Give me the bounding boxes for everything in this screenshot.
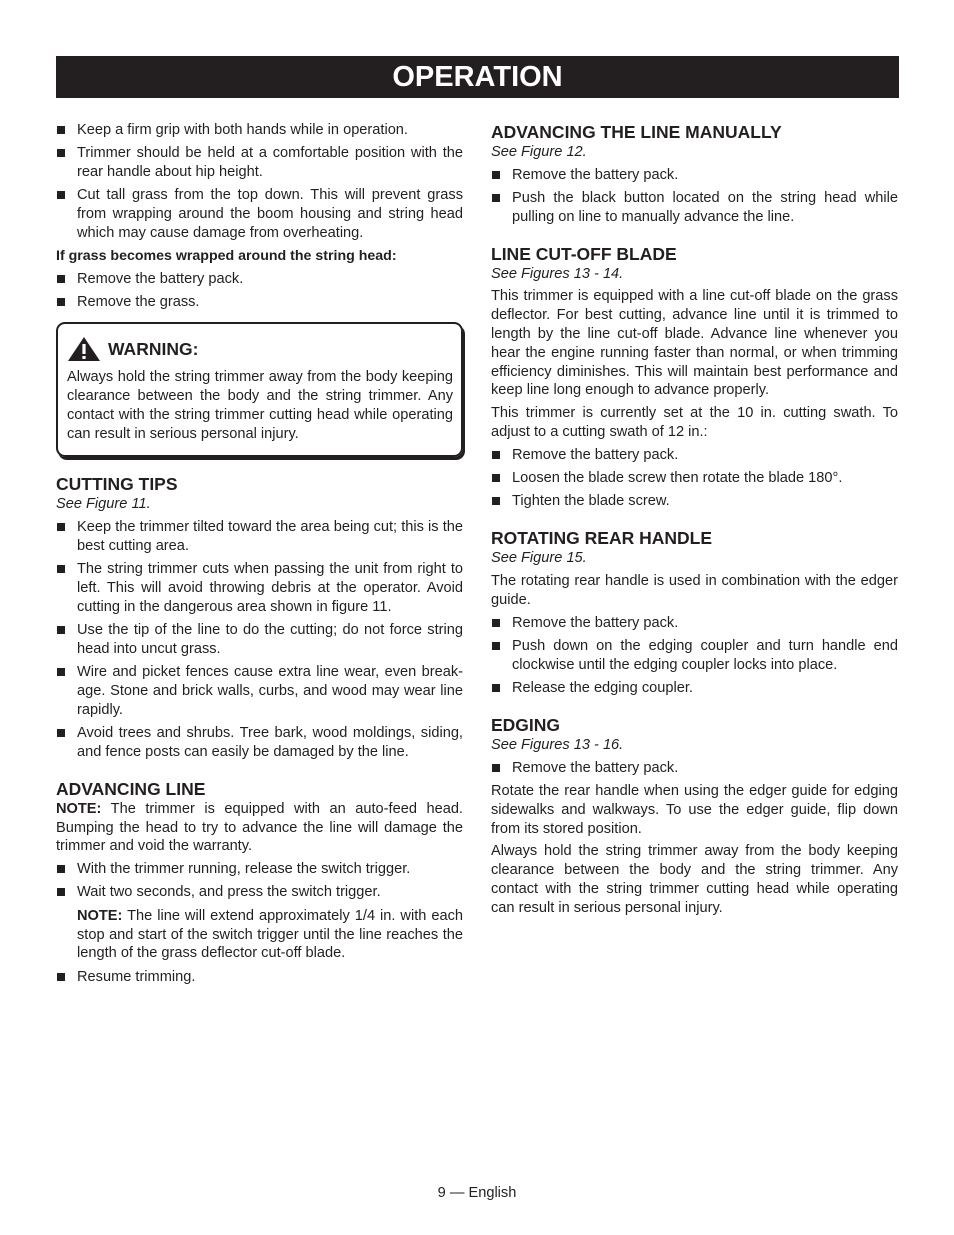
cutoff-blade-figure-ref: See Figures 13 - 14. (491, 265, 624, 282)
rotating-handle-bullet-list (491, 614, 898, 698)
page-footer: 9 — English (437, 1185, 517, 1201)
list-item: Push the black button located on the string head while pulling on line to manually advance the line. (491, 189, 898, 227)
list-item: The string trimmer cuts when passing the unit from right to left. This will avoid throwing debris at the operator. Avoid cutting in the dangerous area shown in figure 11. (56, 560, 463, 616)
warning-triangle-icon (67, 336, 101, 362)
list-item: Use the tip of the line to do the cutting; do not force string head into uncut grass. (56, 621, 463, 659)
warning-box (56, 322, 463, 457)
list-item: Wire and picket fences cause extra line wear, even break-age. Stone and brick walls, curbs, and wood may wear line rapidly. (56, 663, 463, 719)
list-item: Keep the trimmer tilted toward the area being cut; this is the best cutting area. (56, 518, 463, 556)
list-item: Keep a firm grip with both hands while in operation. (56, 121, 463, 140)
manual-advance-figure-ref: See Figure 12. (491, 144, 587, 160)
bullet-square-icon (492, 764, 500, 772)
list-item: Remove the battery pack. (491, 614, 898, 633)
bullet-square-icon (492, 497, 500, 505)
rotating-handle-figure-ref: See Figure 15. (491, 550, 587, 567)
bullet-square-icon (57, 523, 65, 531)
intro-bullet-list (56, 121, 463, 243)
list-item: Wait two seconds, and press the switch trigger. (56, 883, 463, 902)
cutting-tips-bullet-list (56, 518, 463, 762)
advancing-line-bullet-list-2 (56, 968, 463, 987)
bullet-square-icon (492, 194, 500, 202)
bullet-square-icon (57, 865, 65, 873)
grass-wrapped-heading: If grass becomes wrapped around the string head: (56, 248, 397, 265)
edging-paragraph-1: Rotate the rear handle when using the edger guide for edging sidewalks and walkways. To use the edger guide, flip down from its stored position. (491, 782, 898, 837)
cutoff-blade-heading: LINE CUT-OFF BLADE (491, 243, 677, 264)
advancing-line-note: NOTE: The trimmer is equipped with an auto-feed head. Bumping the head to try to advance the line will damage the trimmer and void the warranty. (56, 800, 463, 855)
list-item: Trimmer should be held at a comfortable position with the rear handle about hip height. (56, 144, 463, 182)
edging-figure-ref: See Figures 13 - 16. (491, 736, 624, 753)
list-item: Tighten the blade screw. (491, 492, 898, 511)
list-item: Remove the battery pack. (491, 759, 898, 778)
manual-advance-heading: ADVANCING THE LINE MANUALLY (491, 122, 782, 142)
bullet-square-icon (57, 126, 65, 134)
bullet-square-icon (492, 684, 500, 692)
edging-heading: EDGING (491, 714, 561, 735)
advancing-line-heading: ADVANCING LINE (56, 778, 206, 799)
left-column (56, 121, 463, 991)
manual-advance-bullet-list (491, 166, 898, 227)
list-item: With the trimmer running, release the switch trigger. (56, 860, 463, 879)
cutting-tips-figure-ref: See Figure 11. (56, 496, 151, 513)
bullet-square-icon (57, 729, 65, 737)
cutoff-blade-paragraph-2: This trimmer is currently set at the 10 in. cutting swath. To adjust to a cutting swath of 12 in.: (491, 405, 898, 441)
bullet-square-icon (57, 191, 65, 199)
bullet-square-icon (492, 171, 500, 179)
bullet-square-icon (492, 619, 500, 627)
bullet-square-icon (57, 973, 65, 981)
list-item: Remove the grass. (56, 293, 463, 312)
grass-wrapped-bullet-list (56, 270, 463, 312)
rotating-handle-heading: ROTATING REAR HANDLE (491, 528, 713, 549)
section-header (56, 56, 899, 98)
warning-text: Always hold the string trimmer away from the body keeping clearance between the body and the string trimmer. Any contact with the string trimmer cutting head while operating can result in serious personal injury. (67, 369, 453, 442)
list-item: Remove the battery pack. (491, 446, 898, 465)
edging-bullet-list (491, 759, 898, 778)
cutting-tips-heading: CUTTING TIPS (56, 474, 178, 495)
list-item: Avoid trees and shrubs. Tree bark, wood moldings, siding, and fence posts can easily be damaged by the line. (56, 724, 463, 762)
bullet-square-icon (492, 642, 500, 650)
bullet-square-icon (57, 668, 65, 676)
list-item: Remove the battery pack. (56, 270, 463, 289)
bullet-square-icon (57, 298, 65, 306)
bullet-square-icon (57, 888, 65, 896)
bullet-square-icon (57, 149, 65, 157)
edging-paragraph-2: Always hold the string trimmer away from the body keeping clearance between the body and the string trimmer. Any contact with the string trimmer cutting head while operating can result in serious personal injury. (491, 843, 898, 916)
list-item: Push down on the edging coupler and turn handle end clockwise until the edging coupler locks into place. (491, 637, 898, 675)
page-title: OPERATION (392, 61, 563, 93)
list-item: Resume trimming. (56, 968, 463, 987)
list-item: Loosen the blade screw then rotate the blade 180°. (491, 469, 898, 488)
right-column (491, 121, 898, 922)
bullet-square-icon (57, 626, 65, 634)
list-item: Cut tall grass from the top down. This will prevent grass from wrapping around the boom housing and string head which may cause damage from overheating. (56, 186, 463, 242)
cutoff-blade-bullet-list (491, 446, 898, 511)
rotating-handle-paragraph: The rotating rear handle is used in combination with the edger guide. (491, 573, 898, 608)
list-item: Remove the battery pack. (491, 166, 898, 185)
list-item: Release the edging coupler. (491, 679, 898, 698)
warning-header (67, 336, 453, 362)
cutoff-blade-paragraph-1: This trimmer is equipped with a line cut-off blade on the grass deflector. For best cutting, advance line until it is trimmed to length by the line cut-off blade. Advance line whenever you hear the engine running faster than normal, or when trimming efficiency diminishes. This will maintain best performance and keep line long enough to advance properly. (491, 288, 898, 399)
bullet-square-icon (492, 451, 500, 459)
advancing-line-sub-note: NOTE: The line will extend approximately 1/4 in. with each stop and start of the switch trigger until the line reaches the length of the grass deflector cut-off blade. (77, 907, 463, 962)
bullet-square-icon (492, 474, 500, 482)
bullet-square-icon (57, 275, 65, 283)
advancing-line-bullet-list (56, 860, 463, 902)
bullet-square-icon (57, 565, 65, 573)
warning-title: WARNING: (108, 339, 199, 360)
